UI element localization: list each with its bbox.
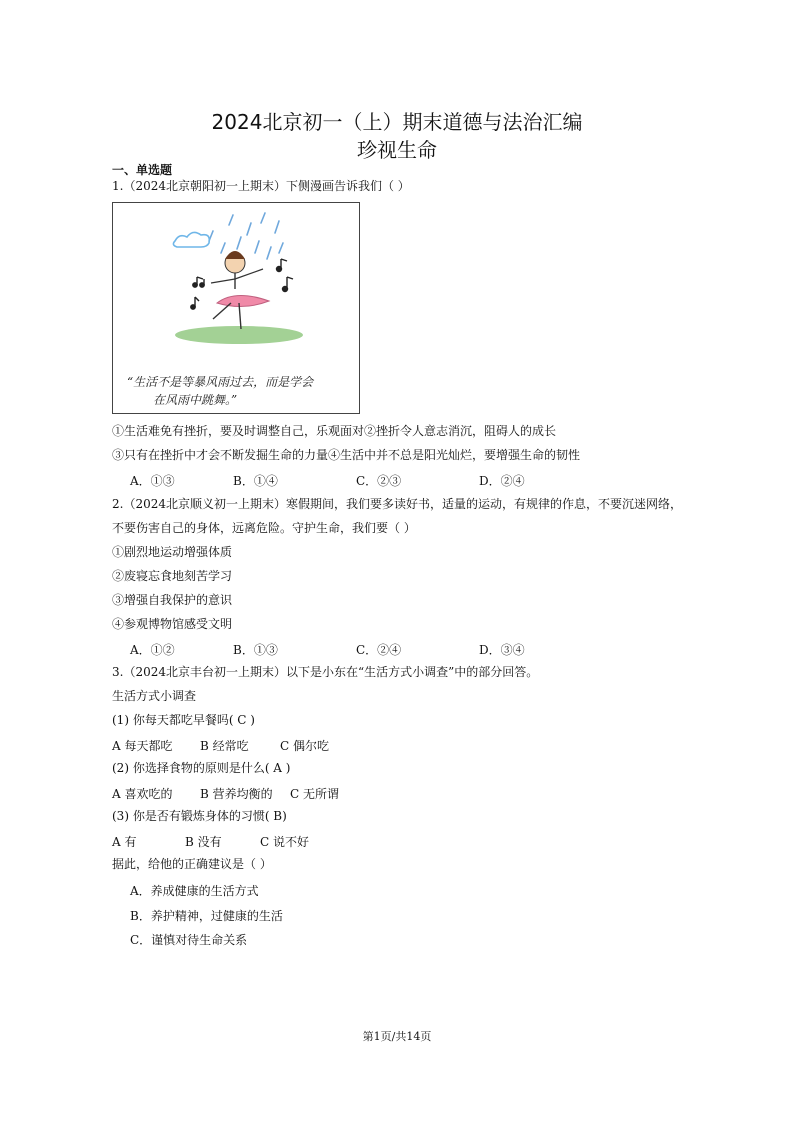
survey-answer: C 说不好 xyxy=(260,835,309,849)
cloud-icon xyxy=(173,232,209,247)
survey-answer: A 有 xyxy=(112,835,137,849)
grass-icon xyxy=(175,326,303,344)
survey-question-1: (1) 你每天都吃早餐吗( C ) xyxy=(112,713,255,727)
q2-option-c: C．②④ xyxy=(356,643,402,657)
q2-item-1: ①剧烈地运动增强体质 xyxy=(112,545,233,559)
q1-option-d: D．②④ xyxy=(479,474,525,488)
survey-answer: B 没有 xyxy=(185,835,222,849)
survey-answer: A 喜欢吃的 xyxy=(112,787,173,801)
q1-stem: 1.（2024北京朝阳初一上期末）下侧漫画告诉我们（ ） xyxy=(112,179,410,193)
q2-stem-line2: 不要伤害自己的身体，远离危险。守护生命，我们要（ ） xyxy=(112,521,416,535)
cartoon-caption-line2: 在风雨中跳舞。” xyxy=(153,393,238,407)
q3-prompt: 据此，给他的正确建议是（ ） xyxy=(112,857,272,871)
document-subtitle: 珍视生命 xyxy=(357,138,437,162)
survey-answer: B 经常吃 xyxy=(200,739,249,753)
section-heading: 一、单选题 xyxy=(112,163,173,177)
q1-statement-2: ③只有在挫折中才会不断发掘生命的力量④生活中并不总是阳光灿烂，要增强生命的韧性 xyxy=(112,448,581,462)
page-footer: 第1页/共14页 xyxy=(362,1030,432,1043)
survey-question-3: (3) 你是否有锻炼身体的习惯( B) xyxy=(112,809,287,823)
survey-title: 生活方式小调查 xyxy=(112,689,197,703)
survey-answer: C 偶尔吃 xyxy=(280,739,329,753)
q3-option-b: B．养护精神，过健康的生活 xyxy=(130,909,283,923)
q1-statement-1: ①生活难免有挫折，要及时调整自己，乐观面对②挫折令人意志消沉，阻碍人的成长 xyxy=(112,424,557,438)
cartoon-caption-line1: “生活不是等暴风雨过去，而是学会 xyxy=(127,375,314,389)
q3-stem: 3.（2024北京丰台初一上期末）以下是小东在“生活方式小调查”中的部分回答。 xyxy=(112,665,539,679)
survey-answer: C 无所谓 xyxy=(290,787,339,801)
survey-answer: A 每天都吃 xyxy=(112,739,173,753)
q3-option-c: C．谨慎对待生命关系 xyxy=(130,933,248,947)
q2-item-3: ③增强自我保护的意识 xyxy=(112,593,233,607)
q1-cartoon xyxy=(112,202,360,414)
q2-stem-line1: 2.（2024北京顺义初一上期末）寒假期间，我们要多读好书，适量的运动，有规律的作息，不要沉迷网络， xyxy=(112,497,682,511)
document-title: 2024北京初一（上）期末道德与法治汇编 xyxy=(211,110,583,134)
survey-question-2: (2) 你选择食物的原则是什么( A ) xyxy=(112,761,291,775)
q2-option-b: B．①③ xyxy=(233,643,278,657)
q3-option-a: A．养成健康的生活方式 xyxy=(130,884,259,898)
q2-item-2: ②废寝忘食地刻苦学习 xyxy=(112,569,233,583)
survey-answer: B 营养均衡的 xyxy=(200,787,273,801)
q1-option-c: C．②③ xyxy=(356,474,402,488)
dancer-icon xyxy=(211,251,269,329)
q2-option-d: D．③④ xyxy=(479,643,525,657)
rain-icon xyxy=(209,213,283,259)
q2-item-4: ④参观博物馆感受文明 xyxy=(112,617,233,631)
q2-option-a: A．①② xyxy=(130,643,175,657)
q1-option-b: B．①④ xyxy=(233,474,278,488)
q1-option-a: A．①③ xyxy=(130,474,175,488)
